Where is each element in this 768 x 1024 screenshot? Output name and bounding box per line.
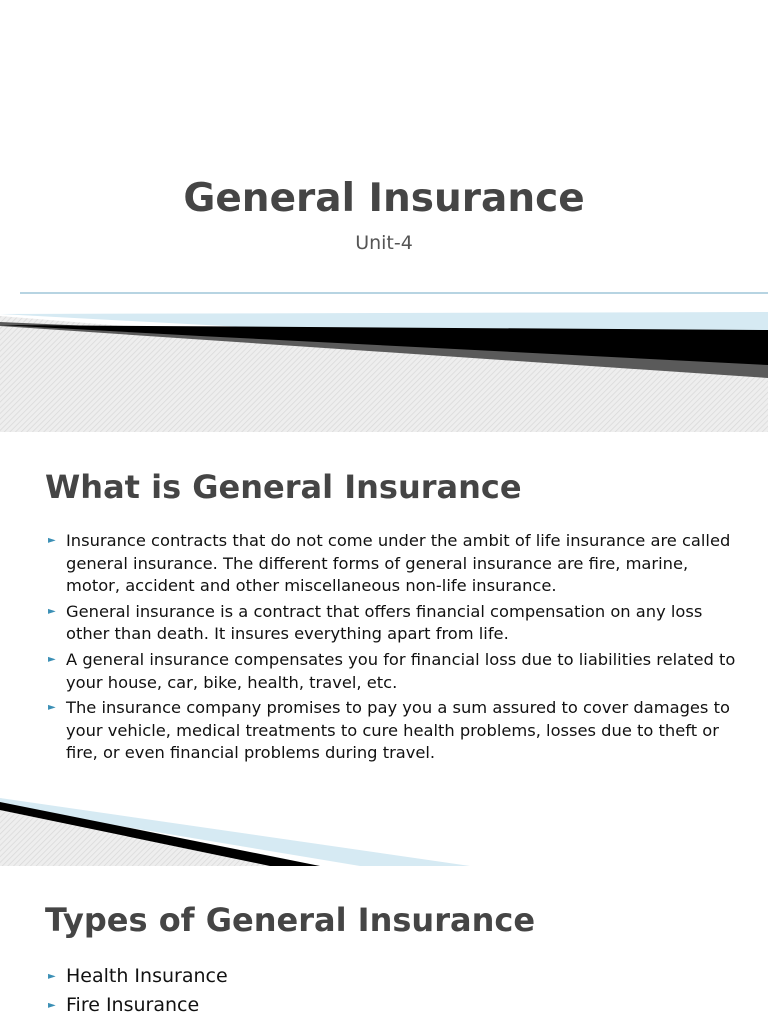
arrow-right-icon: ► bbox=[48, 702, 56, 714]
list-item bbox=[47, 530, 737, 598]
slide-subtitle: Unit-4 bbox=[355, 232, 413, 254]
bullet-text: Insurance contracts that do not come under the ambit of life insurance are called general insurance. The different forms of general insurance are fire, marine, motor, accident and other miscellaneous non-life insurance. bbox=[66, 531, 731, 596]
content-slide-definition bbox=[0, 432, 768, 866]
title-decoration-banner bbox=[0, 0, 768, 432]
arrow-right-icon: ► bbox=[48, 653, 56, 665]
list-item bbox=[47, 991, 737, 1020]
list-item bbox=[47, 649, 737, 694]
bullet-text: Fire Insurance bbox=[66, 994, 200, 1016]
slide-title: General Insurance bbox=[183, 176, 585, 221]
slide-heading: Types of General Insurance bbox=[45, 901, 536, 939]
list-item bbox=[47, 697, 737, 765]
list-item bbox=[47, 601, 737, 646]
bullet-text: The insurance company promises to pay you a sum assured to cover damages to your vehicle, medical treatments to cure health problems, losses due to theft or fire, or even financial problems during travel. bbox=[66, 698, 730, 763]
slide-heading: What is General Insurance bbox=[45, 468, 522, 506]
list-item bbox=[47, 962, 737, 991]
bullet-text: A general insurance compensates you for financial loss due to liabilities related to your house, car, bike, health, travel, etc. bbox=[66, 649, 736, 692]
arrow-right-icon: ► bbox=[48, 971, 56, 982]
types-bullet-list bbox=[47, 962, 737, 1020]
bullet-text: General insurance is a contract that offers financial compensation on any loss other than death. It insures everything apart from life. bbox=[66, 601, 703, 644]
content-slide-types bbox=[0, 866, 768, 1024]
arrow-right-icon: ► bbox=[48, 535, 56, 546]
title-slide bbox=[0, 0, 768, 432]
bullet-text: Health Insurance bbox=[66, 965, 228, 987]
arrow-right-icon: ► bbox=[48, 605, 56, 617]
definition-bullet-list bbox=[47, 530, 737, 768]
arrow-right-icon: ► bbox=[48, 1000, 56, 1011]
